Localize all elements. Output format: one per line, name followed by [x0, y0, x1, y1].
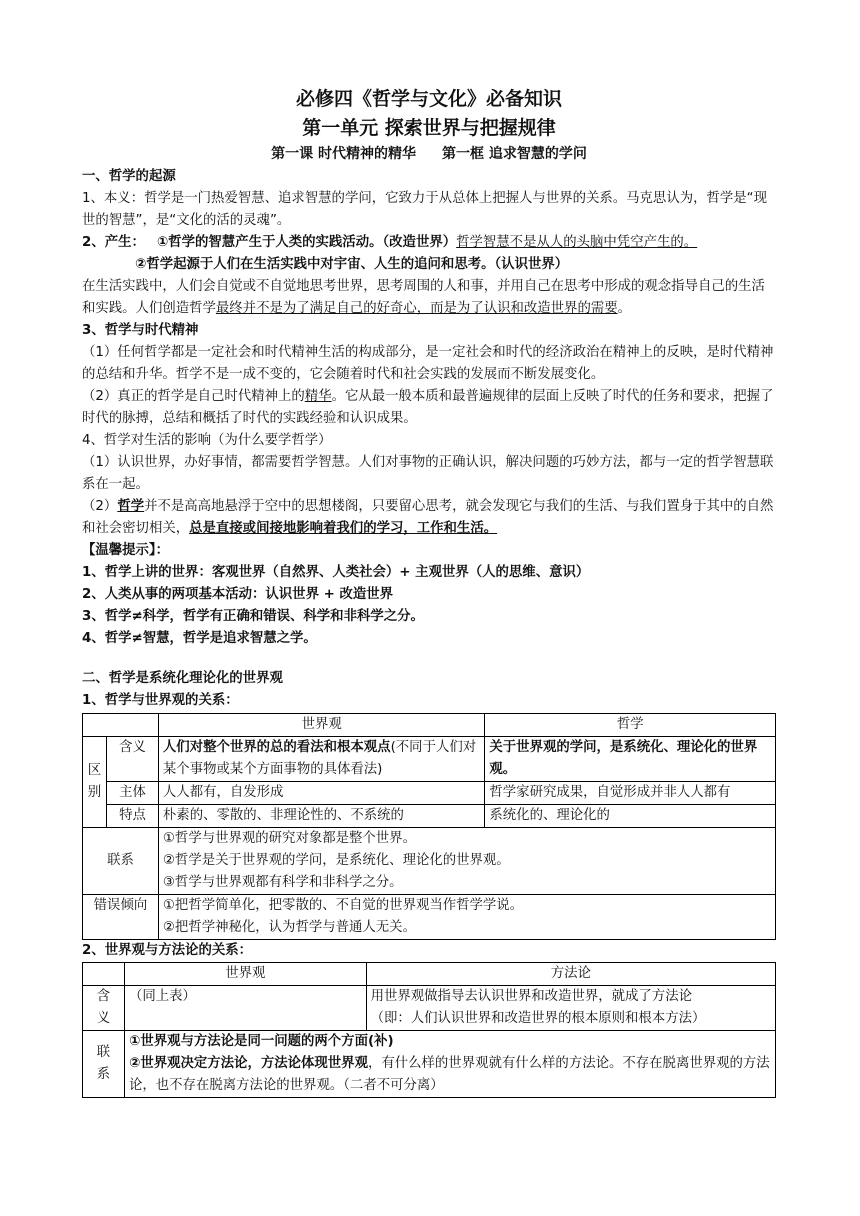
- worldview-philosophy-table: [82, 713, 776, 940]
- p2-point-b: ②哲学起源于人们在生活实践中对宇宙、人生的追问和思考。（认识世界）: [135, 257, 569, 272]
- table1-cell-note: (不同于人们对某个事物或某个方面事物的具体看法): [162, 740, 477, 777]
- lesson-frame: 第一框 追求智慧的学问: [442, 146, 587, 162]
- p2-point-a-underlined: 哲学智慧不是从人的头脑中凭空产生的。: [456, 235, 698, 250]
- table2-row-label: 含义: [83, 986, 125, 1031]
- table1-error-item: ②把哲学神秘化，认为哲学与普通人无关。: [162, 920, 416, 935]
- table1-cell: 哲学家研究成果，自觉形成并非人人都有: [485, 782, 776, 805]
- table1-link-item: ③哲学与世界观都有科学和非科学之分。: [162, 875, 403, 890]
- table1-cell: [158, 737, 484, 782]
- table1-cell-bold: 人们对整个世界的总的看法和根本观点: [162, 740, 391, 755]
- table2-cell-line: （即：人们认识世界和改造世界的根本原则和根本方法）: [370, 1011, 706, 1026]
- p3-item-2: [82, 386, 776, 430]
- table1-cell: 关于世界观的学问，是系统化、理论化的世界观。: [485, 737, 776, 782]
- table1-diff-label: 区别: [83, 737, 107, 828]
- table1-link-label: 联系: [83, 828, 159, 895]
- worldview-methodology-table: [82, 962, 776, 1098]
- document-page: [82, 86, 776, 1098]
- p2-context-underlined: 最终并不是为了满足自己的好奇心，而是为了认识和改造世界的需要: [215, 301, 618, 316]
- table1-link-cell: [158, 828, 775, 895]
- p2-context-text: 在生活实践中，人们会自觉或不自觉地思考世界，思考周围的人和事，并用自己在思考中形成的观念指导自己的生活和实践。人们创造哲学: [82, 279, 765, 316]
- table2-cell: [366, 986, 775, 1031]
- p4-item-2-underlined-2: 总是直接或间接地影响着我们的学习，工作和生活。: [189, 521, 498, 536]
- p3-item-2-text-b: 。它从最一般本质和最普遍规律的层面上反映了时代的任务和要求，把握了时代的脉搏，总结和概括了时代的实践经验和认识成果。: [82, 389, 774, 426]
- s1-paragraph-1: 1、本义：哲学是一门热爱智慧、追求智慧的学问，它致力于从总体上把握人与世界的关系。马克思认为，哲学是“现世的智慧”，是“文化的活的灵魂”。: [82, 191, 767, 228]
- p3-item-1: （1）任何哲学都是一定社会和时代精神生活的构成部分，是一定社会和时代的经济政治在精神上的反映，是时代精神的总结和升华。哲学不是一成不变的，它会随着时代和社会实践的发展而不断发展变化。: [82, 345, 774, 382]
- p3-item-2-text-a: （2）真正的哲学是自己时代精神上的: [82, 389, 305, 404]
- p3-title: 3、哲学与时代精神: [82, 323, 199, 338]
- p3-item-2-underlined: 精华: [304, 389, 332, 404]
- table1-row-label: 特点: [106, 805, 158, 828]
- table2-link-rest: ，有什么样的世界观就有什么样的方法论。不存在脱离世界观的方法论，也不存在脱离方法论的世界观。（二者不可分离）: [128, 1056, 770, 1093]
- table2-link-item: ①世界观与方法论是同一问题的两个方面(补): [128, 1034, 394, 1049]
- tips-title: 【温馨提示】：: [82, 543, 170, 558]
- table1-error-label: 错误倾向: [83, 895, 159, 940]
- lesson-course: 第一课 时代精神的精华: [271, 146, 416, 162]
- p4-item-2: [82, 496, 776, 540]
- table1-link-item: ①哲学与世界观的研究对象都是整个世界。: [162, 831, 416, 846]
- table1-cell: 系统化的、理论化的: [485, 805, 776, 828]
- table1-row-label: 主体: [106, 782, 158, 805]
- p4-item-2-underlined-1: 哲学: [117, 499, 145, 514]
- table2-cell: （同上表）: [124, 986, 366, 1031]
- table1-cell: 人人都有，自发形成: [158, 782, 484, 805]
- table1-header-philosophy: 哲学: [485, 714, 776, 737]
- table2-row-label: 联系: [83, 1031, 125, 1098]
- s1-paragraph-2: [82, 232, 776, 254]
- document-title: 必修四《哲学与文化》必备知识: [295, 88, 562, 110]
- table1-link-item: ②哲学是关于世界观的学问，是系统化、理论化的世界观。: [162, 853, 510, 868]
- table1-error-item: ①把哲学简单化，把零散的、不自觉的世界观当作哲学学说。: [162, 898, 524, 913]
- table1-corner: [83, 714, 159, 737]
- p2-point-a: ①哲学的智慧产生于人类的实践活动。（改造世界）: [156, 235, 457, 250]
- table2-link-bold: ②世界观决定方法论，方法论体现世界观: [128, 1056, 368, 1071]
- table2-link-item: [129, 1053, 771, 1097]
- table1-row-label: 含义: [106, 737, 158, 782]
- p4-item-1: （1）认识世界，办好事情，都需要哲学智慧。人们对事物的正确认识，解决问题的巧妙方法，都与一定的哲学智慧联系在一起。: [82, 455, 774, 492]
- table2-header-worldview: 世界观: [124, 963, 366, 986]
- p4-item-2-prefix: （2）: [82, 499, 118, 514]
- tip-item: 2、人类从事的两项基本活动：认识世界 + 改造世界: [82, 587, 394, 602]
- table1-error-cell: [158, 895, 775, 940]
- section1-heading: 一、哲学的起源: [82, 169, 176, 184]
- tip-item: 4、哲学≠智慧，哲学是追求智慧之学。: [82, 631, 317, 646]
- table1-cell: 朴素的、零散的、非理论性的、不系统的: [158, 805, 484, 828]
- p2-context-end: 。: [617, 301, 632, 316]
- section2-heading: 二、哲学是系统化理论化的世界观: [82, 671, 283, 686]
- table2-link-cell: [124, 1031, 775, 1098]
- tip-item: 3、哲学≠科学，哲学有正确和错误、科学和非科学之分。: [82, 609, 424, 624]
- p4-title: 4、哲学对生活的影响（为什么要学哲学）: [82, 433, 332, 448]
- tip-item: 1、哲学上讲的世界：客观世界（自然界、人类社会）+ 主观世界（人的思维、意识）: [82, 565, 590, 580]
- table1-title: 1、哲学与世界观的关系：: [82, 693, 239, 708]
- p2-label: 2、产生：: [82, 235, 145, 250]
- table2-corner: [83, 963, 125, 986]
- p4-item-2-text: 并不是高高地悬浮于空中的思想楼阁，只要留心思考，就会发现它与我们的生活、与我们置身于其中的自然和社会密切相关，: [82, 499, 774, 536]
- table1-header-worldview: 世界观: [158, 714, 484, 737]
- unit-title: 第一单元 探索世界与把握规律: [302, 117, 556, 139]
- table2-cell-line: 用世界观做指导去认识世界和改造世界，就成了方法论: [370, 989, 692, 1004]
- lesson-title: [82, 144, 776, 164]
- p2-context: [82, 276, 776, 320]
- table2-title: 2、世界观与方法论的关系：: [82, 943, 253, 958]
- table2-header-methodology: 方法论: [366, 963, 775, 986]
